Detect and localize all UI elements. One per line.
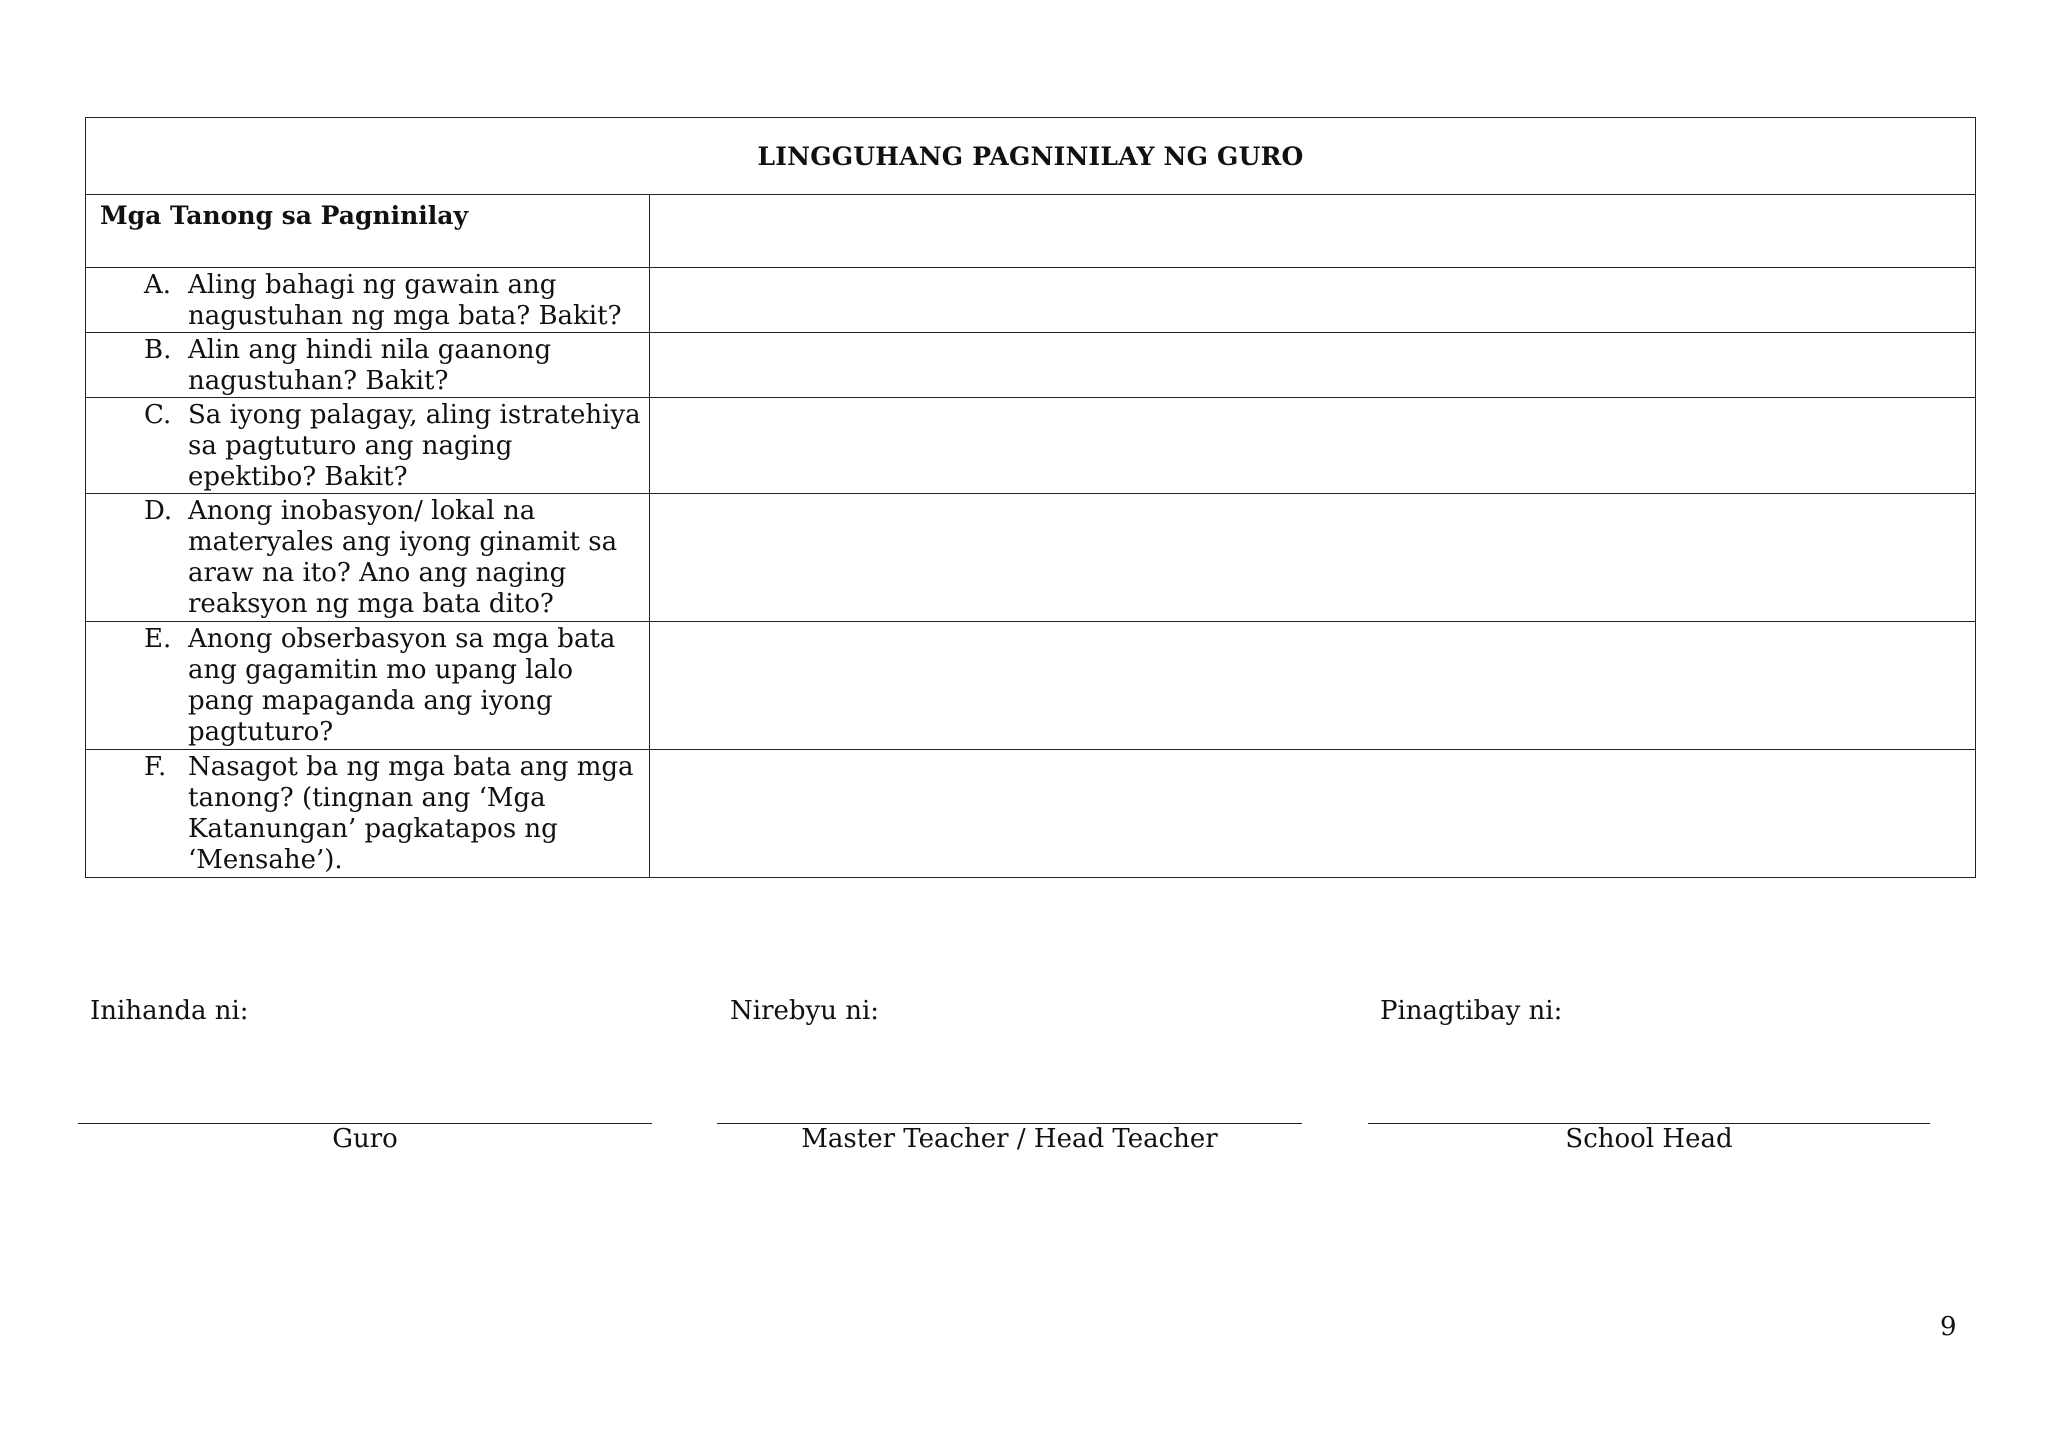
question-letter: B. [144,335,172,365]
question-text: Aling bahagi ng gawain ang nagustuhan ng mga bata? Bakit? [188,270,622,331]
answer-cell-a[interactable] [650,268,1976,333]
table-row [86,494,1976,622]
table-row [86,333,1976,398]
question-text: Anong obserbasyon sa mga bata ang gagamitin mo upang lalo pang mapaganda ang iyong pagtuturo? [188,624,616,747]
question-letter: F. [144,752,167,782]
question-cell-c [86,398,650,494]
approved-by-label: Pinagtibay ni: [1380,996,1563,1026]
question-letter: A. [144,270,172,300]
table-row [86,268,1976,333]
table-row [86,398,1976,494]
answer-cell-e[interactable] [650,622,1976,750]
teacher-role: Guro [332,1124,398,1154]
answer-cell-c[interactable] [650,398,1976,494]
reflection-table [85,117,1976,878]
page-number: 9 [1940,1312,1957,1342]
question-cell-b [86,333,650,398]
question-letter: D. [144,496,173,526]
answer-cell-f[interactable] [650,750,1976,878]
question-text: Alin ang hindi nila gaanong nagustuhan? Bakit? [188,335,552,396]
answer-cell-d[interactable] [650,494,1976,622]
answers-header[interactable] [650,195,1976,268]
question-cell-e [86,622,650,750]
school-head-role: School Head [1565,1124,1733,1154]
table-title: LINGGUHANG PAGNINILAY NG GURO [86,118,1976,195]
table-row [86,750,1976,878]
question-letter: E. [144,624,172,654]
table-row [86,622,1976,750]
title-row [86,118,1976,195]
questions-header: Mga Tanong sa Pagninilay [86,195,650,268]
question-text: Sa iyong palagay, aling istratehiya sa pagtuturo ang naging epektibo? Bakit? [188,400,641,492]
master-teacher-role: Master Teacher / Head Teacher [801,1124,1218,1154]
question-text: Nasagot ba ng mga bata ang mga tanong? (tingnan ang ‘Mga Katanungan’ pagkatapos ng ‘Mensahe’). [188,752,634,875]
question-cell-a [86,268,650,333]
question-cell-d [86,494,650,622]
question-cell-f [86,750,650,878]
question-text: Anong inobasyon/ lokal na materyales ang iyong ginamit sa araw na ito? Ano ang naging reaksyon ng mga bata dito? [188,496,618,619]
header-row [86,195,1976,268]
answer-cell-b[interactable] [650,333,1976,398]
question-letter: C. [144,400,172,430]
prepared-by-label: Inihanda ni: [90,996,249,1026]
reviewed-by-label: Nirebyu ni: [730,996,880,1026]
